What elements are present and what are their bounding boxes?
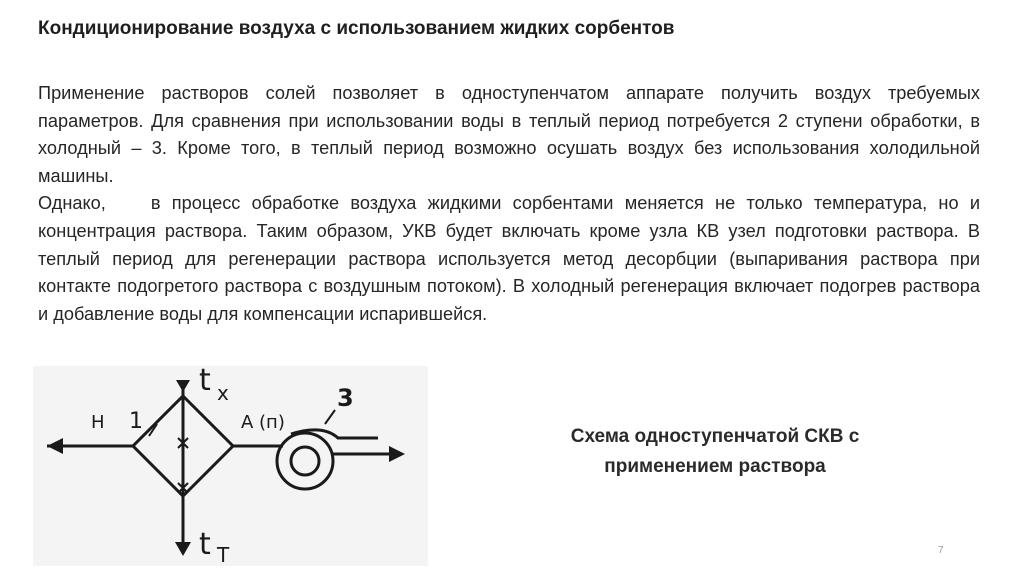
fan-number-label: 3 [337, 384, 354, 412]
top-temperature-label: t [199, 366, 211, 398]
page-number: 7 [938, 545, 944, 556]
solution-inlet-arrow [176, 380, 190, 392]
paragraph-1: Применение растворов солей позволяет в одноступенчатом аппарате получить воздух требуемых параметров. Для сравнения при использовании воды в теплый период потребуется 2 ступени обработки, в холодный – 3. Кроме того, в теплый период возможно осушать воздух без использования холодильной машины. [38, 83, 980, 186]
fan-housing [277, 433, 333, 489]
fan-label-leader [325, 410, 335, 424]
scheme-diagram [33, 366, 428, 566]
slide-title: Кондиционирование воздуха с использованием жидких сорбентов [38, 18, 675, 39]
fan-outlet-arrowhead [389, 446, 405, 462]
inlet-label: Н [91, 412, 105, 433]
scheme-drawing [33, 366, 428, 566]
scheme-caption: Схема одноступенчатой СКВ с применением раствора [570, 426, 860, 477]
solution-outlet-arrow [175, 542, 191, 556]
bottom-temperature-subscript: T [217, 543, 230, 566]
outlet-label: А (п) [241, 412, 285, 433]
bottom-temperature-label: t [199, 527, 211, 562]
fan-rotor [291, 447, 319, 475]
slide-body-text [38, 80, 986, 328]
top-temperature-subscript: x [217, 381, 229, 405]
unit-number-label: 1 [129, 409, 143, 434]
paragraph-2: Однако, в процесс обработке воздуха жидкими сорбентами меняется не только температура, но и концентрация раствора. Таким образом, УКВ будет включать кроме узла КВ узел подготовки раствора. В теплый период для регенерации раствора используется метод десорбции (выпаривания раствора при контакте подогретого раствора с воздушным потоком). В холодный регенерация включает подогрев раствора и добавление воды для компенсации испарившейся. [38, 193, 986, 324]
inlet-arrowhead [47, 438, 63, 454]
